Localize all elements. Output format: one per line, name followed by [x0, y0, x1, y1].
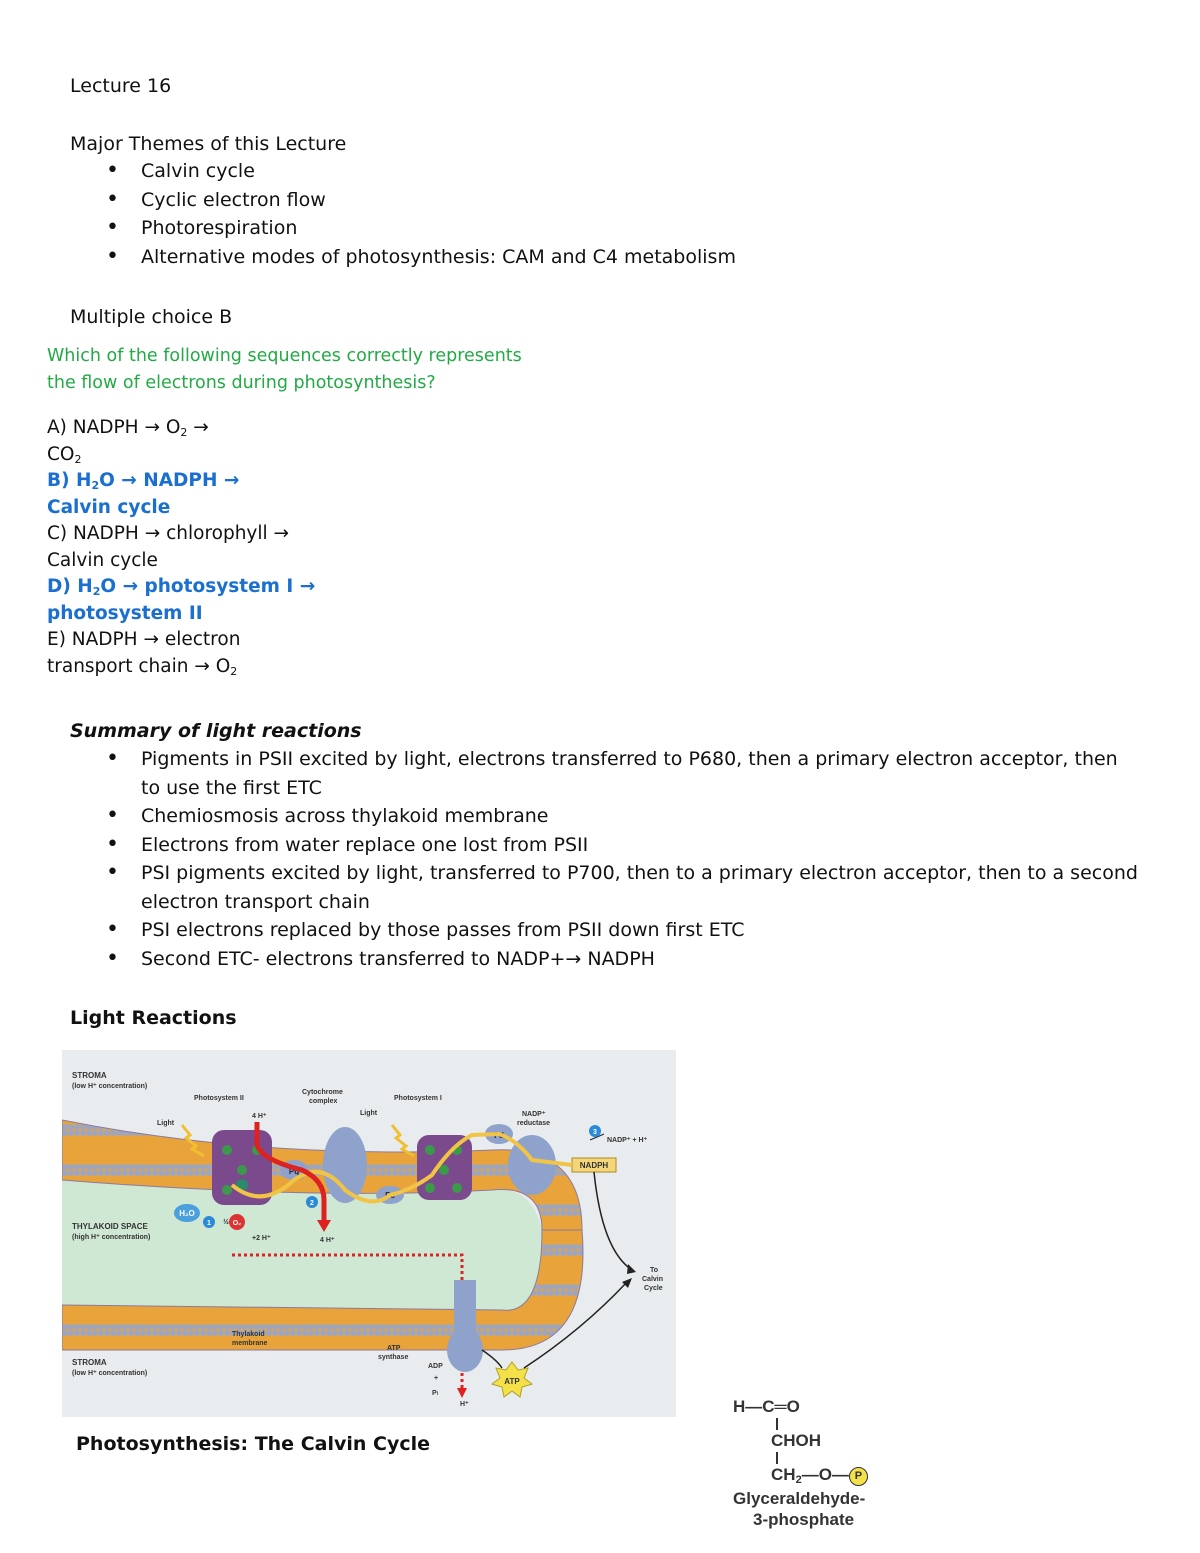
list-item: • Calvin cycle: [70, 157, 736, 186]
svg-text:+2 H⁺: +2 H⁺: [252, 1235, 271, 1242]
themes-list: [70, 157, 736, 271]
list-item: • PSI pigments excited by light, transferred to P700, then to a primary electron acceptor, then to a second: [70, 859, 1138, 888]
o2-label: O₂: [232, 1220, 242, 1227]
svg-text:(low H⁺ concentration): (low H⁺ concentration): [72, 1370, 148, 1377]
summary-heading: Summary of light reactions: [70, 720, 362, 742]
thylakoid-membrane-label: Thylakoid: [232, 1331, 265, 1338]
list-item: • Electrons from water replace one lost from PSII: [70, 831, 1138, 860]
cyt-label: Cytochrome: [302, 1089, 343, 1096]
svg-text:(high H⁺ concentration): (high H⁺ concentration): [72, 1234, 151, 1241]
list-item: • Second ETC- electrons transferred to NADP+→ NADPH: [70, 945, 1138, 974]
list-item-continued: to use the first ETC: [141, 776, 322, 799]
svg-text:complex: complex: [309, 1098, 338, 1105]
list-item: • Chemiosmosis across thylakoid membrane: [70, 802, 1138, 831]
stroma-bottom-label: STROMA: [72, 1358, 107, 1367]
calvin-cycle-heading: Photosynthesis: The Calvin Cycle: [76, 1433, 430, 1455]
nadp-plus-label: NADP⁺ + H⁺: [607, 1137, 648, 1144]
stroma-top-label: STROMA: [72, 1071, 107, 1080]
pi-label: Pi: [432, 1390, 439, 1397]
to-calvin-label: To: [650, 1267, 659, 1274]
pc-label: Pc: [385, 1191, 395, 1200]
svg-text:membrane: membrane: [232, 1340, 268, 1347]
option-b: B) $H_2O$ → NADPH →: [47, 470, 240, 492]
answer-options: A) NADPH → $O_2$ → $CO_2$ B) $H_2O$ → NADPH → Calvin cycle C) NADPH → chlorophyll → Calvin cycle D) $H_2O$ → photosystem I → photosystem II E) NADPH → electron transport chain → $O_2$: [47, 417, 316, 678]
ps2-label: Photosystem II: [194, 1095, 244, 1102]
list-item: • PSI electrons replaced by those passes from PSII down first ETC: [70, 916, 1138, 945]
ps1-label: Photosystem I: [394, 1095, 442, 1102]
mc-heading: Multiple choice B: [70, 306, 233, 328]
light-reactions-figure: [62, 1050, 676, 1417]
light-label-2: Light: [360, 1110, 378, 1117]
step-2: 2: [310, 1200, 314, 1207]
svg-text:4 H⁺: 4 H⁺: [320, 1237, 335, 1244]
lecture-title: Lecture 16: [70, 75, 172, 97]
light-label-1: Light: [157, 1120, 175, 1127]
h2o-label: H₂O: [179, 1209, 195, 1218]
photosystem-i: [417, 1135, 472, 1200]
nadp-reductase-label: NADP⁺: [522, 1111, 546, 1118]
option-e: E) NADPH → electron: [47, 629, 241, 650]
question-text: Which of the following sequences correctly represents the flow of electrons during photosynthesis?: [47, 346, 522, 393]
list-item-continued: electron transport chain: [141, 890, 370, 913]
phosphate-icon: P: [849, 1467, 868, 1486]
option-c: C) NADPH → chlorophyll →: [47, 523, 290, 544]
glyceraldehyde-3-phosphate-structure: H—C═O CHOH $CH_2—O—$ P Glyceraldehyde- 3-phosphate: [733, 1396, 903, 1530]
light-reactions-heading: Light Reactions: [70, 1007, 237, 1029]
svg-text:reductase: reductase: [517, 1120, 551, 1127]
nadph-box: NADPH: [579, 1161, 609, 1170]
svg-text:(low H⁺ concentration): (low H⁺ concentration): [72, 1083, 148, 1090]
half-label: ½: [223, 1219, 229, 1226]
svg-text:4 H⁺: 4 H⁺: [252, 1113, 267, 1120]
svg-text:+: +: [434, 1375, 439, 1382]
atp-label: ATP: [504, 1377, 520, 1386]
list-item: • Alternative modes of photosynthesis: CAM and C4 metabolism: [70, 243, 736, 272]
svg-text:Calvin: Calvin: [642, 1276, 664, 1283]
summary-list: [70, 745, 1138, 973]
themes-heading: Major Themes of this Lecture: [70, 133, 347, 155]
thylakoid-space-label: THYLAKOID SPACE: [72, 1222, 148, 1231]
svg-text:Cycle: Cycle: [644, 1285, 663, 1292]
svg-text:synthase: synthase: [378, 1354, 409, 1361]
fd-label: Fd: [494, 1131, 504, 1140]
list-item: • Cyclic electron flow: [70, 186, 736, 215]
step-1: 1: [207, 1220, 211, 1227]
atp-synthase-label: ATP: [387, 1345, 401, 1352]
svg-text:H⁺: H⁺: [460, 1401, 469, 1408]
option-a: A) NADPH → $O_2$ →: [47, 417, 209, 439]
list-item: • Photorespiration: [70, 214, 736, 243]
adp-label: ADP: [428, 1363, 443, 1370]
step-3: 3: [593, 1129, 597, 1136]
option-d: D) $H_2O$ → photosystem I →: [47, 576, 316, 598]
list-item: • Pigments in PSII excited by light, electrons transferred to P680, then a primary electron acceptor, then: [70, 745, 1138, 774]
pq-label: Pq: [288, 1167, 300, 1176]
